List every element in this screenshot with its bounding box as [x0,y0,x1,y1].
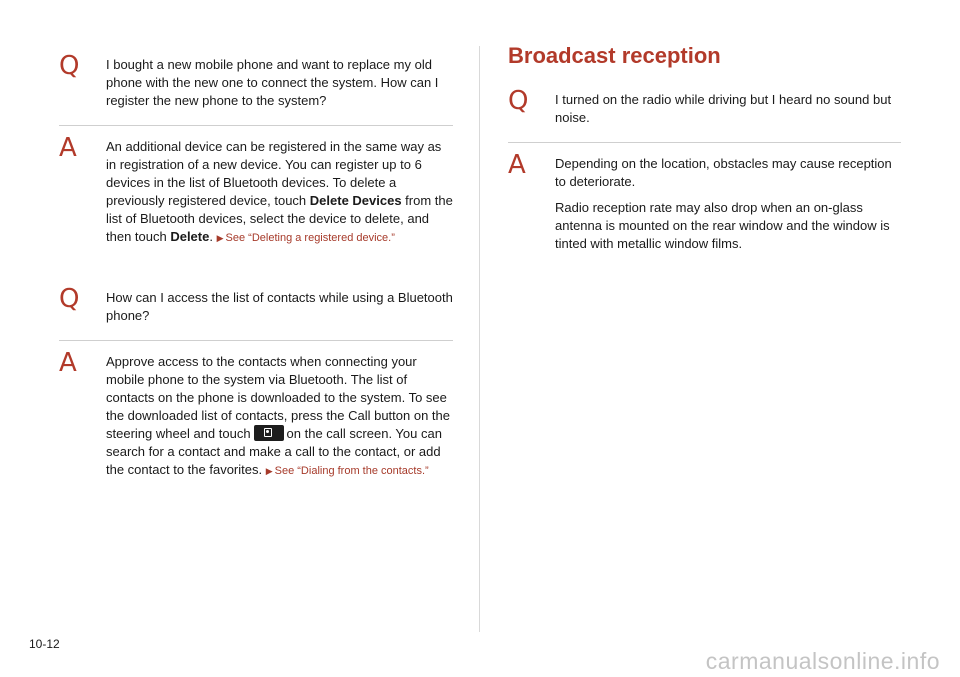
cross-reference-link[interactable]: ▶ See “Dialing from the contacts.” [265,465,429,477]
answer-3 [508,150,901,253]
contacts-icon [254,425,284,441]
a-mark: A [59,348,77,378]
q-mark: Q [59,51,80,81]
answer-3-paragraph-2: Radio reception rate may also drop when an on-glass antenna is mounted on the rear window and the window is tinted with metallic window films. [555,200,890,251]
answer-1-text: An additional device can be registered in the same way as in registration of a new device. You can register up to 6 devices in the list of Bluetooth devices. To delete a previously registered device, touch Delete Devices from the list of Bluetooth devices, select the device to delete, and then touch Delete. ▶ See “Deleting a registered device.” [106,139,453,244]
page-number: 10-12 [29,637,60,651]
question-2 [59,284,453,325]
question-1 [59,51,453,110]
answer-1 [59,133,453,247]
reference-arrow-icon: ▶ [265,466,273,476]
left-column [59,51,453,480]
column-divider [479,46,480,632]
question-3-text: I turned on the radio while driving but I heard no sound but noise. [555,92,892,125]
right-column [508,42,901,253]
question-2-text: How can I access the list of contacts while using a Bluetooth phone? [106,290,453,323]
question-1-text: I bought a new mobile phone and want to replace my old phone with the new one to connect the system. How can I register the new phone to the system? [106,57,439,108]
a-mark: A [508,150,526,180]
reference-arrow-icon: ▶ [216,233,224,243]
delete-label: Delete [170,229,210,244]
a-mark: A [59,133,77,163]
question-3 [508,86,901,127]
answer-2-text: Approve access to the contacts when connecting your mobile phone to the system via Bluetooth. The list of contacts on the phone is downloaded to the system. To see the downloaded list of contacts, press the Call button on the steering wheel and touch on the call screen. You can search for a contact and make a call to the contact, or add the contact to the favorites. ▶ See “Dialing from the contacts.” [106,354,450,477]
divider [59,125,453,126]
answer-3-paragraph-1: Depending on the location, obstacles may cause reception to deteriorate. [555,156,892,189]
q-mark: Q [59,284,80,314]
watermark: carmanualsonline.info [705,648,940,674]
delete-devices-label: Delete Devices [309,193,402,208]
answer-2 [59,348,453,480]
divider [508,142,901,143]
cross-reference-link[interactable]: ▶ See “Deleting a registered device.” [216,232,395,244]
section-title: Broadcast reception [508,43,721,68]
divider [59,340,453,341]
q-mark: Q [508,86,529,116]
